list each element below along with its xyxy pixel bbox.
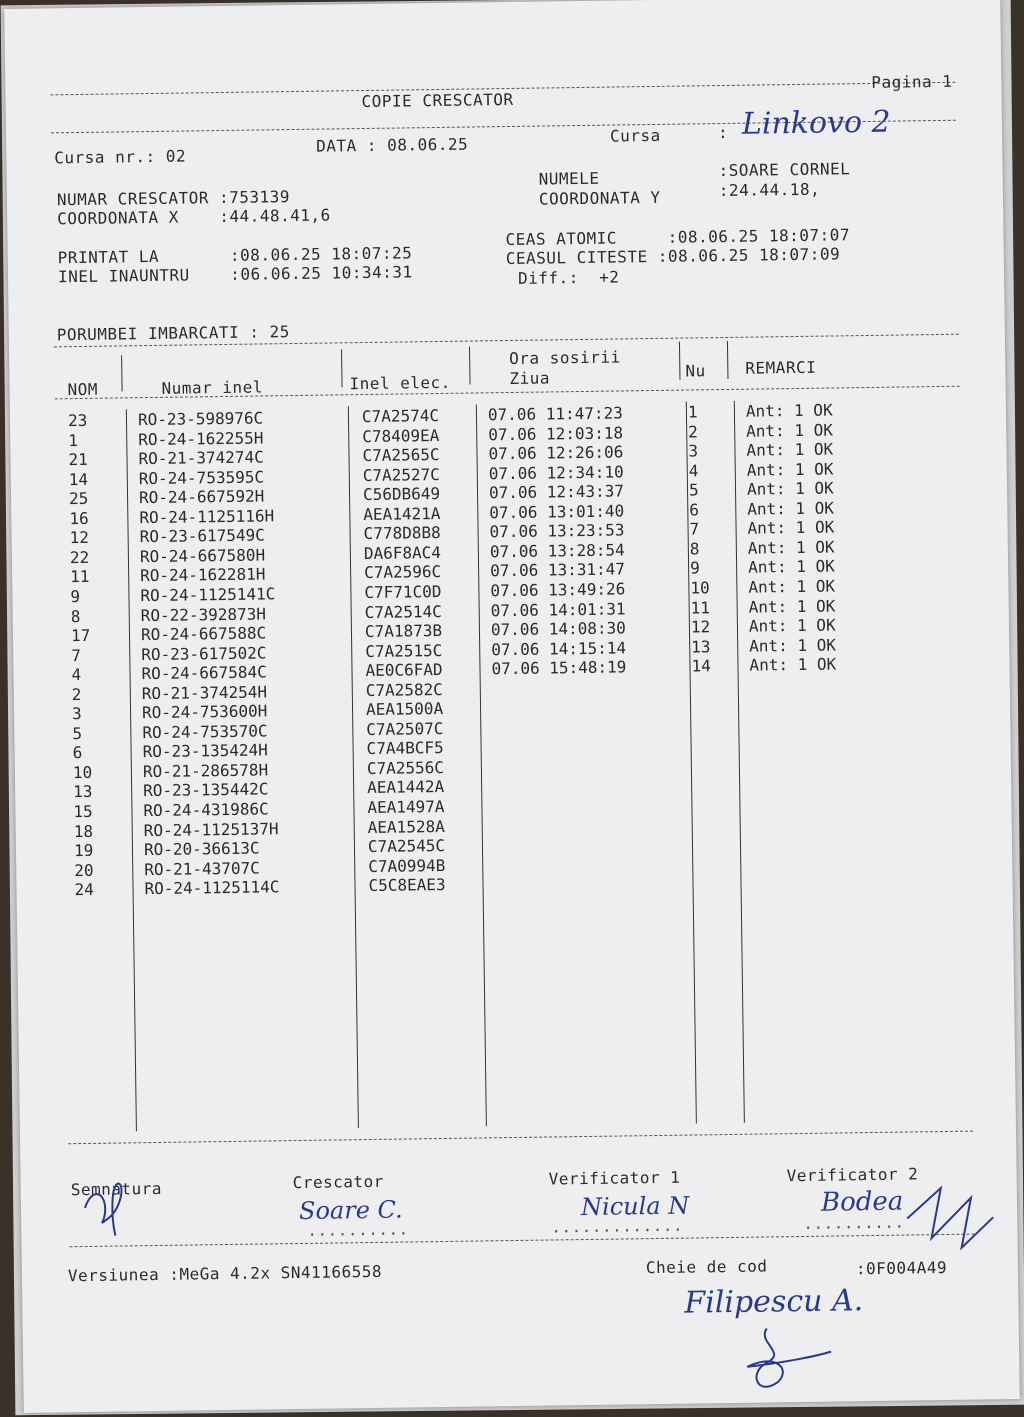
- race-report-sheet: [4, 0, 1020, 1413]
- software-version: Versiunea :MeGa 4.2x SN41166558: [67, 1261, 383, 1286]
- cell-nom: 2: [71, 684, 82, 704]
- cell-nu: 13: [691, 636, 711, 657]
- cell-nom: 19: [73, 840, 94, 861]
- col-ring-number: Numar inel: [161, 377, 264, 398]
- cell-electronic-ring: C7A2515C: [365, 640, 443, 661]
- race-label: Cursa: [609, 125, 661, 146]
- breeder-number: NUMAR CRESCATOR :753139: [56, 187, 291, 210]
- cell-ring-number: RO-24-667592H: [138, 486, 265, 508]
- signature-scribble: [901, 1177, 1002, 1258]
- cell-remarks: Ant: 1 OK: [747, 556, 835, 578]
- race-date: DATA : 08.06.25: [316, 134, 469, 156]
- atomic-clock: CEAS ATOMIC :08.06.25 18:07:07: [505, 225, 851, 250]
- breeder-label: Crescator: [292, 1171, 384, 1193]
- cell-ring-number: RO-21-374254H: [141, 682, 268, 703]
- cell-electronic-ring: C7A1873B: [364, 621, 443, 642]
- col-arrival-time: Ora sosirii: [509, 347, 621, 369]
- cell-ring-number: RO-23-135442C: [143, 779, 269, 801]
- divider: [68, 1131, 973, 1145]
- handwritten-signature: [727, 1322, 838, 1404]
- cell-arrival-time: 07.06 13:31:47: [490, 559, 626, 581]
- col-electronic-ring: Inel elec.: [349, 372, 451, 394]
- cell-arrival-time: 07.06 14:01:31: [490, 598, 626, 620]
- cell-nom: 22: [69, 547, 90, 568]
- cell-remarks: Ant: 1 OK: [747, 537, 835, 558]
- column-line: [734, 401, 745, 1123]
- cell-nom: 8: [70, 606, 81, 626]
- cell-nu: 14: [691, 656, 711, 676]
- cell-nom: 1: [68, 430, 79, 450]
- cell-electronic-ring: DA6F8AC4: [363, 542, 442, 563]
- cell-arrival-time: 07.06 12:34:10: [488, 462, 624, 483]
- cell-electronic-ring: AEA1500A: [365, 699, 444, 720]
- cell-ring-number: RO-24-431986C: [143, 799, 269, 821]
- verifier1-label: Verificator 1: [548, 1167, 681, 1189]
- cell-ring-number: RO-24-162255H: [138, 427, 264, 449]
- cell-ring-number: RO-24-667588C: [140, 623, 267, 645]
- cell-ring-number: RO-24-1125141C: [140, 584, 276, 606]
- cell-electronic-ring: C7A2582C: [365, 679, 443, 700]
- page-number: Pagina 1: [871, 71, 953, 92]
- cell-nu: 10: [690, 578, 710, 598]
- clock-diff: Diff.: +2: [517, 267, 620, 288]
- cell-arrival-time: 07.06 13:23:53: [489, 520, 625, 542]
- signature-mark: [81, 1177, 142, 1240]
- cell-electronic-ring: C7A2596C: [364, 562, 442, 583]
- cell-remarks: Ant: 1 OK: [746, 439, 834, 460]
- cell-ring-number: RO-24-667584C: [141, 662, 267, 684]
- signature-label: Semnatura: [70, 1178, 163, 1200]
- cell-arrival-time: 07.06 12:03:18: [488, 422, 624, 444]
- dotted-line: ..........: [307, 1219, 409, 1240]
- cell-electronic-ring: C56DB649: [362, 484, 441, 505]
- verifier2-label: Verificator 2: [786, 1164, 919, 1186]
- cell-ring-number: RO-23-617502C: [141, 643, 267, 664]
- cell-nu: 5: [688, 480, 699, 500]
- ring-in: INEL INAUNTRU :06.06.25 10:34:31: [57, 262, 413, 287]
- cell-nom: 13: [73, 782, 93, 802]
- cell-ring-number: RO-24-1125114C: [144, 877, 280, 899]
- cell-electronic-ring: C7A2527C: [362, 464, 440, 485]
- cell-nom: 9: [70, 586, 81, 607]
- cell-electronic-ring: C7A0994B: [368, 855, 446, 876]
- cell-remarks: Ant: 1 OK: [749, 635, 837, 656]
- cell-remarks: Ant: 1 OK: [748, 615, 836, 636]
- cell-electronic-ring: C7A2545C: [367, 836, 446, 857]
- cell-nu: 3: [688, 441, 699, 461]
- cell-arrival-time: 07.06 12:26:06: [488, 442, 624, 464]
- cell-ring-number: RO-24-667580H: [139, 545, 266, 567]
- column-line: [348, 406, 359, 1128]
- race-separator: :: [717, 122, 729, 143]
- cell-remarks: Ant: 1 OK: [746, 420, 834, 441]
- cell-ring-number: RO-24-753595C: [138, 467, 265, 488]
- dotted-line: .............: [551, 1215, 684, 1237]
- cell-nu: 6: [689, 500, 700, 520]
- name-label: NUMELE: [538, 168, 600, 189]
- cell-nom: 16: [69, 508, 89, 528]
- cell-nu: 2: [688, 421, 698, 442]
- cell-arrival-time: 07.06 13:28:54: [489, 540, 625, 562]
- cell-nom: 23: [67, 410, 88, 431]
- header-separator: [469, 347, 471, 385]
- cell-nu: 9: [689, 558, 700, 578]
- col-day: Ziua: [509, 368, 551, 389]
- cell-electronic-ring: AE0C6FAD: [365, 660, 443, 681]
- coordinate-y-label: COORDONATA Y: [538, 187, 661, 209]
- coordinate-x: COORDONATA X :44.48.41,6: [57, 205, 331, 229]
- cell-nom: 3: [71, 704, 82, 724]
- cell-remarks: Ant: 1 OK: [747, 517, 835, 538]
- cell-nu: 7: [689, 519, 700, 539]
- cell-nom: 4: [71, 665, 82, 685]
- clock-reads: CEASUL CITESTE :08.06.25 18:07:09: [505, 244, 841, 269]
- divider: [70, 1234, 975, 1248]
- cell-ring-number: RO-23-135424H: [142, 740, 268, 762]
- cell-electronic-ring: C7A4BCF5: [366, 738, 444, 759]
- breeder-signature: Soare C.: [298, 1195, 403, 1226]
- cell-nom: 24: [74, 880, 94, 900]
- header-separator: [679, 342, 681, 380]
- cell-nom: 11: [70, 567, 90, 587]
- header-separator: [341, 349, 343, 387]
- pigeons-basketed: PORUMBEI IMBARCATI : 25: [56, 322, 290, 345]
- cell-remarks: Ant: 1 OK: [745, 400, 833, 421]
- col-remarks: REMARCI: [745, 357, 817, 378]
- cell-ring-number: RO-21-374274C: [138, 447, 264, 469]
- cell-electronic-ring: AEA1497A: [367, 796, 445, 818]
- cell-nu: 11: [690, 597, 711, 617]
- cell-remarks: Ant: 1 OK: [748, 595, 836, 617]
- cell-arrival-time: 07.06 13:49:26: [490, 579, 626, 601]
- cell-electronic-ring: C778D8B8: [363, 523, 441, 544]
- cell-nom: 10: [72, 762, 93, 783]
- cell-nom: 25: [68, 489, 89, 509]
- race-name-handwritten: Linkovo 2: [741, 104, 891, 142]
- cell-electronic-ring: C78409EA: [362, 425, 440, 446]
- cell-arrival-time: 07.06 11:47:23: [487, 403, 623, 425]
- cell-arrival-time: 07.06 13:01:40: [489, 501, 625, 523]
- header-separator: [121, 355, 123, 391]
- key-code-value: :0F004A49: [855, 1257, 948, 1279]
- cell-ring-number: RO-24-162281H: [140, 564, 266, 586]
- cell-arrival-time: 07.06 14:08:30: [490, 618, 626, 640]
- document-title: COPIE CRESCATOR: [361, 89, 514, 112]
- cell-nu: 1: [687, 402, 698, 422]
- verifier1-signature: Nicula N: [580, 1191, 690, 1222]
- cell-nom: 12: [69, 528, 90, 548]
- cell-ring-number: RO-24-1125116H: [139, 506, 275, 527]
- cell-nom: 21: [68, 449, 88, 470]
- cell-electronic-ring: C7A2565C: [362, 445, 440, 466]
- cell-ring-number: RO-22-392873H: [140, 603, 267, 625]
- cell-ring-number: RO-24-1125137H: [143, 818, 279, 840]
- cell-ring-number: RO-20-36613C: [143, 838, 260, 860]
- cell-arrival-time: 07.06 12:43:37: [488, 481, 625, 503]
- verifier2-signature: Bodea: [820, 1186, 904, 1218]
- extra-handwritten-name: Filipescu A.: [684, 1283, 864, 1321]
- cell-nom: 14: [68, 469, 89, 489]
- printed-at: PRINTAT LA :08.06.25 18:07:25: [57, 243, 413, 268]
- cell-remarks: Ant: 1 OK: [748, 576, 836, 597]
- cell-ring-number: RO-21-286578H: [142, 760, 269, 782]
- cell-remarks: Ant: 1 OK: [749, 654, 837, 675]
- cell-remarks: Ant: 1 OK: [746, 478, 834, 499]
- column-line: [476, 404, 487, 1126]
- name-value: :SOARE CORNEL: [718, 159, 851, 181]
- cell-ring-number: RO-21-43707C: [144, 858, 260, 879]
- cell-nom: 15: [73, 801, 93, 822]
- cell-arrival-time: 07.06 15:48:19: [491, 657, 627, 679]
- race-number: Cursa nr.: 02: [54, 146, 187, 168]
- cell-nu: 8: [689, 539, 700, 559]
- cell-nom: 7: [71, 645, 82, 665]
- column-line: [126, 409, 137, 1131]
- cell-electronic-ring: C7A2574C: [361, 405, 440, 427]
- cell-nu: 4: [688, 461, 699, 481]
- cell-electronic-ring: AEA1528A: [367, 816, 445, 837]
- cell-remarks: Ant: 1 OK: [747, 498, 835, 519]
- cell-nom: 17: [70, 625, 91, 646]
- col-nu: Nu: [685, 361, 706, 381]
- cell-electronic-ring: C7A2514C: [364, 601, 442, 622]
- cell-electronic-ring: C7A2556C: [366, 757, 445, 778]
- cell-electronic-ring: C7F71C0D: [364, 581, 442, 602]
- col-nom: NOM: [67, 379, 99, 400]
- cell-electronic-ring: AEA1421A: [363, 503, 441, 524]
- cell-electronic-ring: C7A2507C: [366, 718, 444, 739]
- cell-ring-number: RO-24-753600H: [141, 701, 268, 723]
- cell-ring-number: RO-23-598976C: [137, 408, 264, 430]
- cell-nom: 20: [74, 860, 94, 880]
- cell-nom: 18: [73, 821, 94, 841]
- cell-electronic-ring: C5C8EAE3: [368, 875, 446, 896]
- key-code-label: Cheie de cod: [645, 1256, 768, 1278]
- header-separator: [727, 341, 729, 379]
- dotted-line: ..........: [803, 1212, 905, 1233]
- coordinate-y-value: :24.44.18,: [718, 179, 821, 201]
- cell-nom: 6: [72, 743, 83, 763]
- cell-electronic-ring: AEA1442A: [367, 777, 445, 798]
- cell-remarks: Ant: 1 OK: [746, 459, 834, 480]
- cell-ring-number: RO-23-617549C: [139, 525, 265, 547]
- cell-arrival-time: 07.06 14:15:14: [491, 637, 627, 659]
- cell-nu: 12: [690, 617, 711, 637]
- cell-ring-number: RO-24-753570C: [142, 721, 268, 742]
- cell-nom: 5: [72, 723, 83, 743]
